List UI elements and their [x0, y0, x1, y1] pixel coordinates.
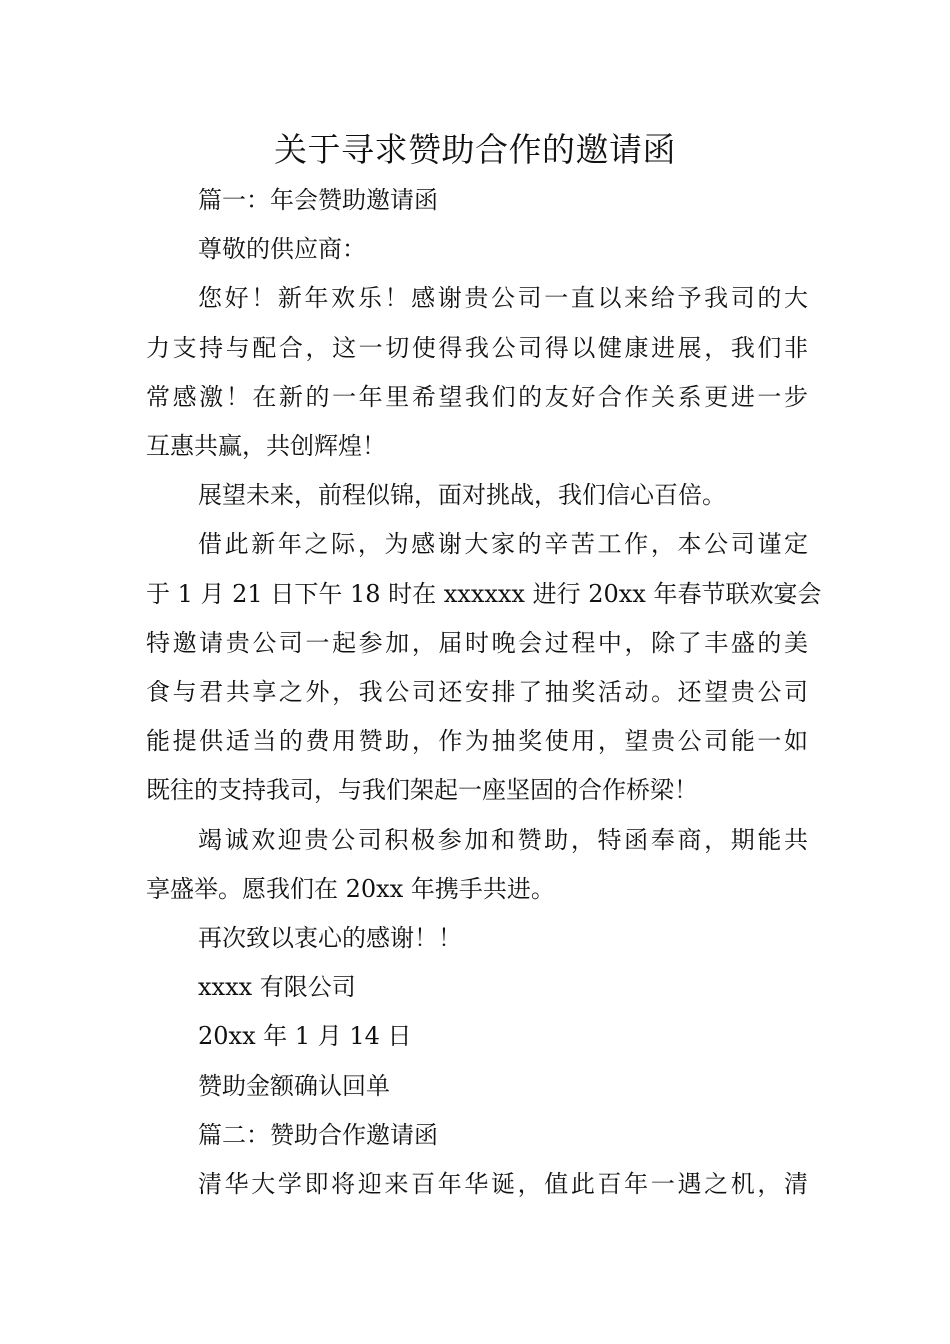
body-line: 再次致以衷心的感谢！！	[198, 924, 462, 953]
body-line: 您好！新年欢乐！感谢贵公司一直以来给予我司的大	[198, 284, 808, 313]
body-line: 借此新年之际，为感谢大家的辛苦工作，本公司谨定	[198, 530, 808, 559]
body-line: 特邀请贵公司一起参加，届时晚会过程中，除了丰盛的美	[146, 628, 808, 657]
body-line: 清华大学即将迎来百年华诞，值此百年一遇之机，清	[198, 1170, 808, 1199]
body-line: 赞助金额确认回单	[198, 1071, 390, 1100]
body-line: 互惠共赢，共创辉煌！	[146, 432, 386, 461]
body-line: 享盛举。愿我们在 20xx 年携手共进。	[146, 874, 555, 903]
body-line: 展望未来，前程似锦，面对挑战，我们信心百倍。	[198, 481, 726, 510]
body-line: 常感激！在新的一年里希望我们的友好合作关系更进一步	[146, 382, 808, 411]
body-line: 尊敬的供应商：	[198, 235, 366, 264]
document-body	[146, 176, 822, 1209]
body-line: 篇二：赞助合作邀请函	[198, 1120, 438, 1149]
document-title: 关于寻求赞助合作的邀请函	[274, 130, 676, 169]
body-line: 20xx 年 1 月 14 日	[198, 1022, 412, 1051]
body-line: 能提供适当的费用赞助，作为抽奖使用，望贵公司能一如	[146, 727, 808, 756]
body-line: 食与君共享之外，我公司还安排了抽奖活动。还望贵公司	[146, 678, 808, 707]
body-line: 篇一：年会赞助邀请函	[198, 186, 438, 214]
body-line: 于 1 月 21 日下午 18 时在 xxxxxx 进行 20xx 年春节联欢宴会	[146, 579, 822, 608]
body-line: 竭诚欢迎贵公司积极参加和赞助，特函奉商，期能共	[198, 825, 808, 854]
body-line: 既往的支持我司，与我们架起一座坚固的合作桥梁！	[146, 776, 698, 805]
body-line: 力支持与配合，这一切使得我公司得以健康进展，我们非	[146, 333, 808, 362]
body-line: xxxx 有限公司	[198, 973, 356, 1002]
